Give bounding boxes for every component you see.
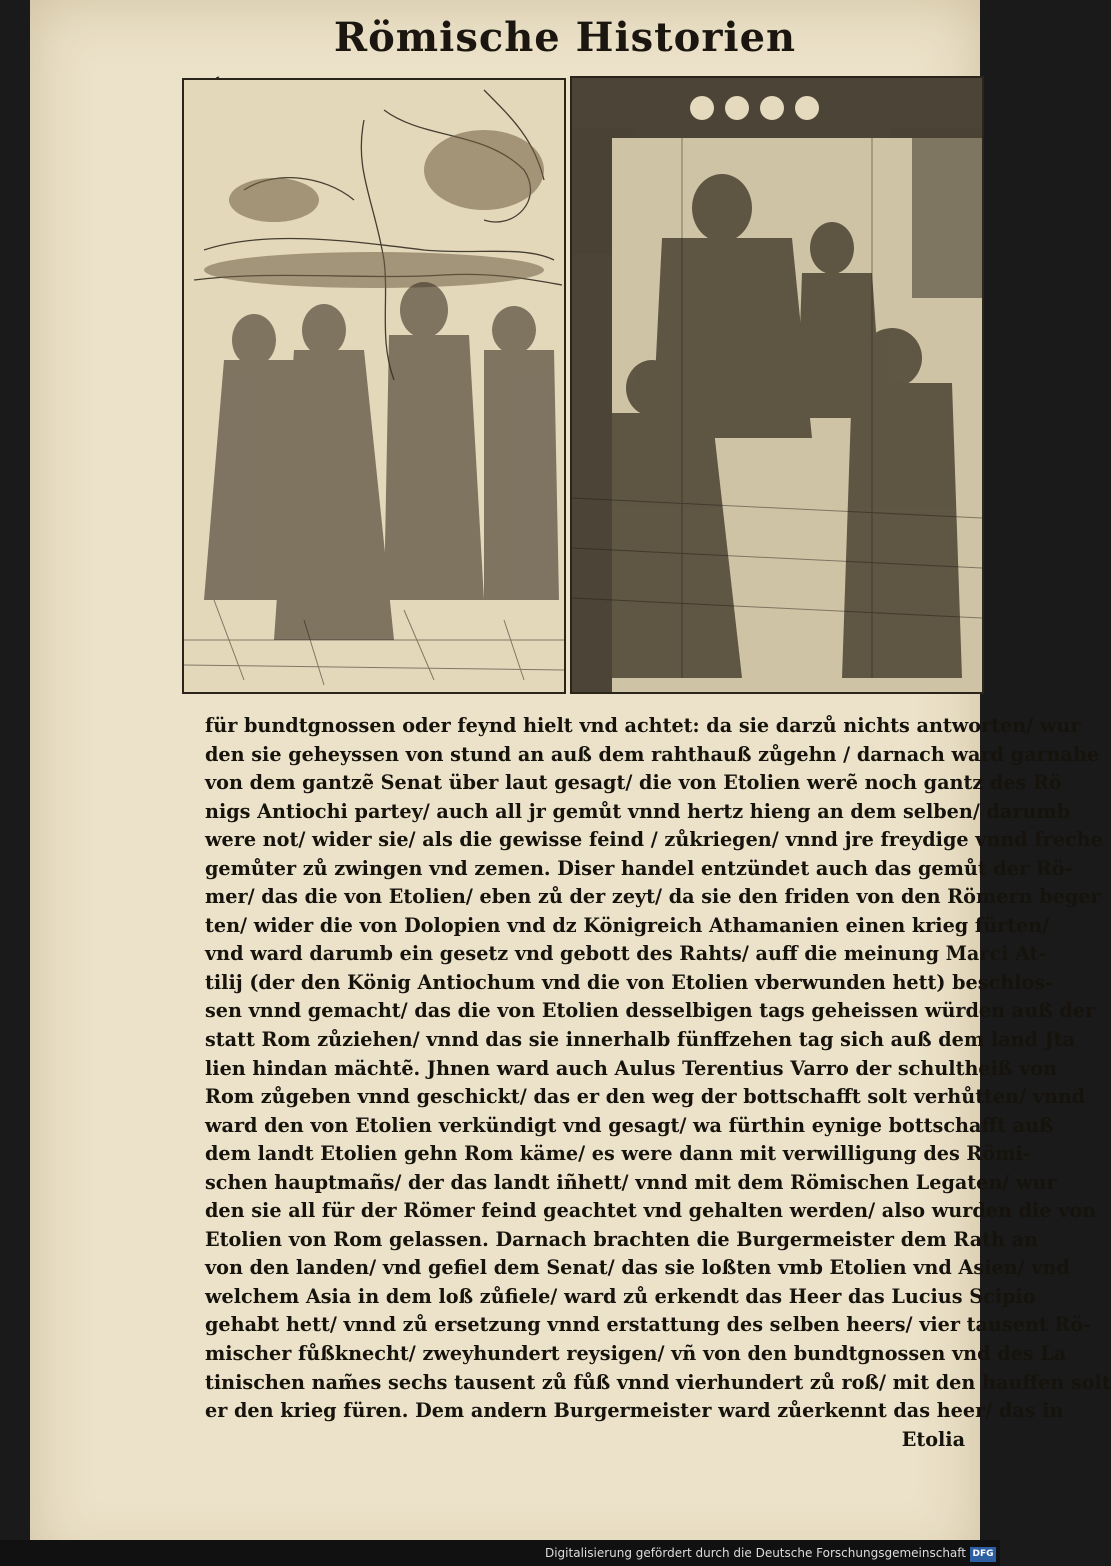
text-line: statt Rom zůziehen/ vnnd das sie innerhalb fünffzehen tag sich auß dem land Jta <box>205 1028 1075 1052</box>
text-line: sen vnnd gemacht/ das die von Etolien desselbigen tags geheissen würden auß der <box>205 999 1096 1023</box>
page-title: Römische Historien <box>333 14 797 61</box>
text-line: nigs Antiochi partey/ auch all jr gemůt vnnd hertz hieng an dem selben/ darumb <box>205 799 1071 823</box>
catchword: Etolia <box>901 1427 965 1451</box>
text-line: für bundtgnossen oder feynd hielt vnd achtet: da sie darzů nichts antworten/ wur <box>205 714 1081 737</box>
text-line: vnd ward darumb ein gesetz vnd gebott des Rahts/ auff die meinung Marci At- <box>205 942 1047 966</box>
text-line: gemůter zů zwingen vnd zemen. Diser handel entzündet auch das gemůt der Rö- <box>205 856 1073 880</box>
text-line: mer/ das die von Etolien/ eben zů der zeyt/ da sie den friden von den Römern beger <box>205 885 1101 909</box>
text-line: Rom zůgeben vnnd geschickt/ das er den weg der bottschafft solt verhůtten/ vnnd <box>205 1085 1086 1109</box>
text-line: tilij (der den König Antiochum vnd die von Etolien vberwunden hett) beschlos- <box>205 970 1054 994</box>
text-line: mischer fůßknecht/ zweyhundert reysigen/ vñ von den bundtgnossen vnd des La <box>205 1342 1067 1366</box>
text-line: er den krieg füren. Dem andern Burgermeister ward zůerkennt das heer/ das in <box>205 1399 1064 1423</box>
text-line: von den landen/ vnd gefiel dem Senat/ das sie loßten vmb Etolien vnd Asien/ vnd <box>205 1256 1070 1280</box>
text-line: lien hindan mächtẽ. Jhnen ward auch Aulus Terentius Varro der schultheiß von <box>205 1056 1058 1080</box>
dfg-logo: DFG <box>970 1547 996 1562</box>
woodcut-illustration-left <box>182 78 566 694</box>
text-line: tinischen nam̃es sechs tausent zů fůß vnnd vierhundert zů roß/ mit den hauffen solt <box>205 1370 1111 1394</box>
text-line: den sie geheyssen von stund an auß dem rahthauß zůgehn / darnach ward garnahe <box>205 742 1100 766</box>
text-line: were not/ wider sie/ als die gewisse feind / zůkriegen/ vnnd jre freydige vnnd freche <box>205 828 1103 852</box>
text-line: ward den von Etolien verkündigt vnd gesagt/ wa fürthin eynige bottschafft auß <box>205 1113 1054 1137</box>
text-line: von dem gantzẽ Senat über laut gesagt/ die von Etolien werẽ noch gantz des Rö <box>205 771 1062 795</box>
footer-bar <box>0 1540 1000 1566</box>
text-line: dem landt Etolien gehn Rom käme/ es were dann mit verwilligung des Römi- <box>205 1142 1031 1166</box>
text-line: welchem Asia in dem loß zůfiele/ ward zů erkendt das Heer das Lucius Scipio <box>205 1284 1036 1308</box>
text-line: ten/ wider die von Dolopien vnd dz Königreich Athamanien einen krieg fürten/ <box>205 913 1050 937</box>
woodcut-illustration-right <box>570 76 984 694</box>
text-line: Etolien von Rom gelassen. Darnach brachten die Burgermeister dem Rath an <box>205 1227 1039 1251</box>
text-line: schen hauptmañs/ der das landt iñhett/ vnnd mit dem Römischen Legaten/ wur <box>205 1170 1057 1194</box>
footer-credit: Digitalisierung gefördert durch die Deutsche Forschungsgemeinschaft <box>544 1546 966 1560</box>
body-text <box>205 712 1111 1454</box>
text-line: den sie all für der Römer feind geachtet vnd gehalten werden/ also wurden die von <box>205 1199 1097 1223</box>
text-line: gehabt hett/ vnnd zů ersetzung vnnd erstattung des selben heers/ vier tausent Rö- <box>205 1313 1092 1337</box>
